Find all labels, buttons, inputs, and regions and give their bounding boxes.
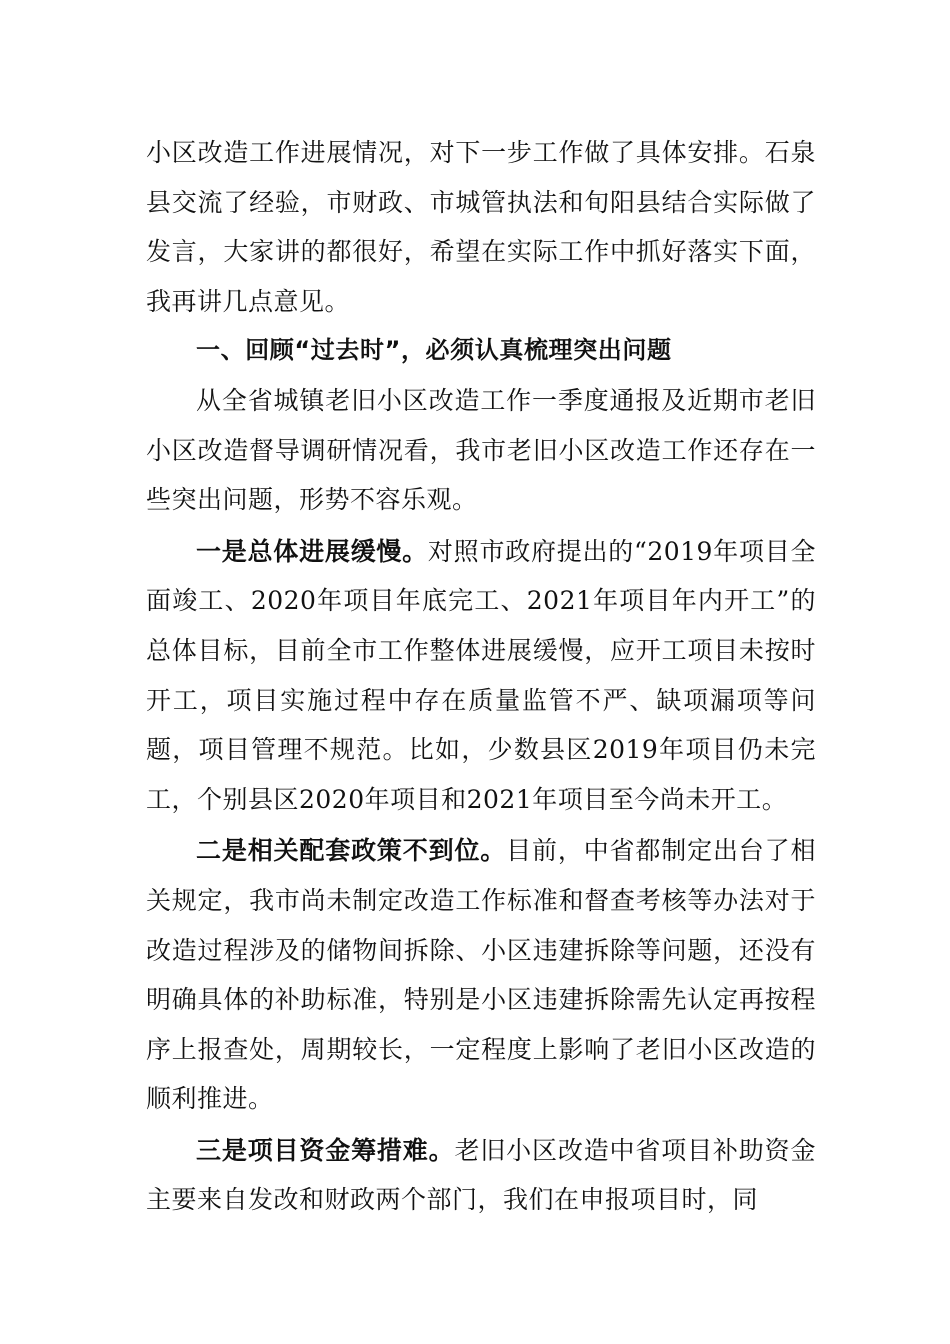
- point-three-text: 老旧小区改造中省项目补助资金主要来自发改和财政两个部门，我们在申报项目时，同: [146, 1135, 816, 1215]
- point-one-lead: 一是总体进展缓慢。: [196, 536, 428, 566]
- document-body: [146, 128, 816, 1225]
- point-three-lead: 三是项目资金筹措难。: [196, 1135, 455, 1165]
- point-two-paragraph: [146, 826, 816, 1124]
- point-two-text: 目前，中省都制定出台了相关规定，我市尚未制定改造工作标准和督查考核等办法对于改造过程涉及的储物间拆除、小区违建拆除等问题，还没有明确具体的补助标准，特别是小区违建拆除需先认定再按程序上报查处，周期较长，一定程度上影响了老旧小区改造的顺利推进。: [146, 836, 816, 1114]
- point-one-paragraph: [146, 527, 816, 825]
- point-three-paragraph: [146, 1126, 816, 1225]
- intro-paragraph: 从全省城镇老旧小区改造工作一季度通报及近期市老旧小区改造督导调研情况看，我市老旧小区改造工作还存在一些突出问题，形势不容乐观。: [146, 385, 816, 515]
- point-one-text: 对照市政府提出的“2019年项目全面竣工、2020年项目年底完工、2021年项目年内开工”的总体目标，目前全市工作整体进展缓慢，应开工项目未按时开工，项目实施过程中存在质量监管不严、缺项漏项等问题，项目管理不规范。比如，少数县区2019年项目仍未完工，个别县区2020年项目和2021年项目至今尚未开工。: [146, 536, 816, 814]
- continued-paragraph: 小区改造工作进展情况，对下一步工作做了具体安排。石泉县交流了经验，市财政、市城管执法和旬阳县结合实际做了发言，大家讲的都很好，希望在实际工作中抓好落实下面，我再讲几点意见。: [146, 138, 816, 316]
- section-heading: 一、回顾“过去时”，必须认真梳理突出问题: [196, 336, 672, 365]
- point-two-lead: 二是相关配套政策不到位。: [196, 836, 507, 866]
